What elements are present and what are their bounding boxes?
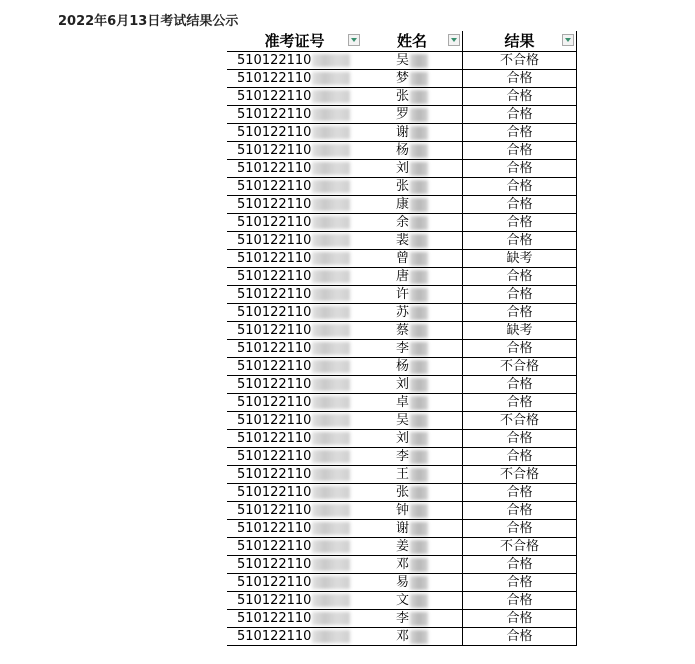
cell-result: 合格 [463,124,577,142]
redaction-blur [312,54,350,67]
table-body [227,52,577,646]
table-row [227,412,577,430]
redaction-blur [410,414,428,428]
header-name [362,31,463,52]
name-text: 吴 [395,413,409,428]
cell-result: 合格 [463,628,577,646]
id-text: 510122110 [237,107,312,122]
cell-id [227,502,362,520]
cell-name [362,232,463,250]
table-row [227,376,577,394]
cell-name [362,214,463,232]
cell-result: 缺考 [463,322,577,340]
redaction-blur [312,342,350,355]
table-row [227,160,577,178]
name-text: 邓 [395,629,409,644]
cell-result: 合格 [463,484,577,502]
redaction-blur [312,396,350,409]
redaction-blur [410,252,428,266]
id-text: 510122110 [237,161,312,176]
cell-name [362,286,463,304]
id-text: 510122110 [237,233,312,248]
id-text: 510122110 [237,179,312,194]
redaction-blur [312,270,350,283]
redaction-blur [312,432,350,445]
redaction-blur [410,162,428,176]
header-id [227,31,362,52]
name-text: 梦 [395,71,409,86]
name-text: 姜 [395,539,409,554]
redaction-blur [312,360,350,373]
cell-result: 不合格 [463,466,577,484]
table-row [227,196,577,214]
cell-id [227,358,362,376]
name-text: 吴 [395,53,409,68]
table-row [227,178,577,196]
name-text: 钟 [395,503,409,518]
redaction-blur [312,180,350,193]
cell-name [362,502,463,520]
cell-result: 合格 [463,340,577,358]
redaction-blur [410,180,428,194]
name-text: 李 [395,341,409,356]
id-text: 510122110 [237,269,312,284]
redaction-blur [410,342,428,356]
cell-id [227,124,362,142]
cell-id [227,340,362,358]
table-row [227,214,577,232]
cell-id [227,232,362,250]
cell-result: 合格 [463,268,577,286]
id-text: 510122110 [237,143,312,158]
name-text: 张 [395,485,409,500]
table-row [227,592,577,610]
cell-id [227,412,362,430]
redaction-blur [410,288,428,302]
table-row [227,358,577,376]
id-text: 510122110 [237,467,312,482]
redaction-blur [410,540,428,554]
cell-result: 不合格 [463,358,577,376]
id-text: 510122110 [237,251,312,266]
id-text: 510122110 [237,125,312,140]
redaction-blur [410,234,428,248]
id-text: 510122110 [237,557,312,572]
id-text: 510122110 [237,539,312,554]
cell-name [362,628,463,646]
redaction-blur [410,126,428,140]
cell-id [227,484,362,502]
header-name-label: 姓名 [396,32,427,50]
table-row [227,610,577,628]
name-text: 王 [395,467,409,482]
table-row [227,466,577,484]
redaction-blur [410,90,428,104]
cell-name [362,466,463,484]
header-result-label: 结果 [504,32,535,50]
id-text: 510122110 [237,71,312,86]
cell-name [362,412,463,430]
cell-name [362,160,463,178]
table-row [227,268,577,286]
redaction-blur [410,324,428,338]
cell-name [362,196,463,214]
table-row [227,340,577,358]
table-row [227,574,577,592]
cell-name [362,124,463,142]
id-text: 510122110 [237,413,312,428]
table-row [227,628,577,646]
cell-result: 不合格 [463,538,577,556]
cell-id [227,628,362,646]
name-text: 曾 [395,251,409,266]
cell-result: 合格 [463,376,577,394]
cell-name [362,340,463,358]
cell-name [362,358,463,376]
id-text: 510122110 [237,359,312,374]
cell-name [362,484,463,502]
cell-name [362,304,463,322]
name-text: 刘 [395,377,409,392]
cell-name [362,394,463,412]
cell-result: 合格 [463,196,577,214]
redaction-blur [410,306,428,320]
cell-id [227,196,362,214]
redaction-blur [312,468,350,481]
redaction-blur [410,270,428,284]
id-text: 510122110 [237,197,312,212]
cell-id [227,466,362,484]
redaction-blur [312,486,350,499]
cell-name [362,556,463,574]
name-text: 张 [395,89,409,104]
name-text: 张 [395,179,409,194]
table-row [227,520,577,538]
id-text: 510122110 [237,323,312,338]
cell-id [227,520,362,538]
redaction-blur [410,216,428,230]
id-text: 510122110 [237,629,312,644]
table-row [227,250,577,268]
redaction-blur [312,126,350,139]
cell-result: 合格 [463,394,577,412]
id-text: 510122110 [237,593,312,608]
cell-result: 合格 [463,556,577,574]
filter-dropdown-icon[interactable] [348,34,360,46]
id-text: 510122110 [237,485,312,500]
header-id-label: 准考证号 [264,32,325,50]
redaction-blur [410,594,428,608]
cell-id [227,322,362,340]
name-text: 刘 [395,431,409,446]
name-text: 蔡 [395,323,409,338]
filter-dropdown-icon[interactable] [448,34,460,46]
table-row [227,484,577,502]
cell-result: 合格 [463,160,577,178]
cell-name [362,448,463,466]
cell-id [227,574,362,592]
cell-name [362,520,463,538]
cell-name [362,178,463,196]
table-row [227,430,577,448]
cell-name [362,142,463,160]
cell-name [362,52,463,70]
cell-result: 合格 [463,214,577,232]
redaction-blur [410,612,428,626]
id-text: 510122110 [237,521,312,536]
name-text: 谢 [395,125,409,140]
name-text: 许 [395,287,409,302]
redaction-blur [312,252,350,265]
cell-result: 合格 [463,592,577,610]
id-text: 510122110 [237,287,312,302]
redaction-blur [410,198,428,212]
redaction-blur [410,108,428,122]
cell-id [227,592,362,610]
table-row [227,394,577,412]
cell-name [362,610,463,628]
id-text: 510122110 [237,395,312,410]
table-row [227,70,577,88]
cell-result: 合格 [463,286,577,304]
id-text: 510122110 [237,377,312,392]
name-text: 邓 [395,557,409,572]
name-text: 唐 [395,269,409,284]
redaction-blur [312,198,350,211]
redaction-blur [312,504,350,517]
id-text: 510122110 [237,575,312,590]
cell-result: 合格 [463,178,577,196]
id-text: 510122110 [237,89,312,104]
cell-id [227,214,362,232]
table-row [227,232,577,250]
cell-id [227,538,362,556]
id-text: 510122110 [237,503,312,518]
redaction-blur [410,522,428,536]
redaction-blur [410,558,428,572]
cell-name [362,376,463,394]
table-row [227,106,577,124]
cell-result: 合格 [463,520,577,538]
name-text: 苏 [395,305,409,320]
cell-result: 合格 [463,304,577,322]
redaction-blur [312,288,350,301]
table-row [227,556,577,574]
redaction-blur [410,360,428,374]
cell-name [362,88,463,106]
cell-name [362,70,463,88]
cell-name [362,592,463,610]
table-row [227,304,577,322]
cell-id [227,178,362,196]
cell-id [227,88,362,106]
name-text: 李 [395,449,409,464]
cell-result: 缺考 [463,250,577,268]
table-row [227,52,577,70]
redaction-blur [410,144,428,158]
redaction-blur [312,90,350,103]
name-text: 文 [395,593,409,608]
redaction-blur [312,594,350,607]
cell-result: 不合格 [463,412,577,430]
redaction-blur [410,468,428,482]
redaction-blur [312,450,350,463]
redaction-blur [312,414,350,427]
id-text: 510122110 [237,305,312,320]
cell-name [362,574,463,592]
cell-result: 合格 [463,610,577,628]
redaction-blur [312,324,350,337]
table-row [227,538,577,556]
cell-id [227,268,362,286]
cell-name [362,538,463,556]
cell-id [227,376,362,394]
redaction-blur [312,558,350,571]
name-text: 刘 [395,161,409,176]
page-title: 2022年6月13日考试结果公示 [58,14,239,29]
results-table [227,31,577,646]
cell-id [227,430,362,448]
filter-dropdown-icon[interactable] [562,34,574,46]
cell-result: 合格 [463,142,577,160]
redaction-blur [312,144,350,157]
table-row [227,502,577,520]
redaction-blur [410,378,428,392]
table-row [227,322,577,340]
name-text: 卓 [395,395,409,410]
redaction-blur [312,576,350,589]
id-text: 510122110 [237,611,312,626]
table-row [227,286,577,304]
table-row [227,142,577,160]
redaction-blur [410,396,428,410]
redaction-blur [312,306,350,319]
redaction-blur [410,630,428,644]
redaction-blur [312,522,350,535]
cell-name [362,268,463,286]
table-row [227,88,577,106]
cell-id [227,160,362,178]
cell-id [227,70,362,88]
cell-result: 合格 [463,88,577,106]
table-row [227,448,577,466]
id-text: 510122110 [237,341,312,356]
redaction-blur [312,630,350,643]
cell-name [362,430,463,448]
cell-result: 合格 [463,232,577,250]
name-text: 罗 [395,107,409,122]
redaction-blur [410,432,428,446]
cell-result: 合格 [463,574,577,592]
cell-id [227,142,362,160]
cell-id [227,610,362,628]
cell-name [362,106,463,124]
redaction-blur [410,450,428,464]
cell-result: 合格 [463,106,577,124]
redaction-blur [312,612,350,625]
redaction-blur [312,540,350,553]
redaction-blur [410,576,428,590]
id-text: 510122110 [237,53,312,68]
header-row [227,31,577,52]
redaction-blur [312,72,350,85]
name-text: 康 [395,197,409,212]
redaction-blur [410,486,428,500]
redaction-blur [410,504,428,518]
cell-id [227,448,362,466]
cell-id [227,394,362,412]
cell-id [227,250,362,268]
id-text: 510122110 [237,449,312,464]
name-text: 杨 [395,359,409,374]
cell-id [227,556,362,574]
redaction-blur [312,216,350,229]
cell-name [362,322,463,340]
redaction-blur [312,378,350,391]
id-text: 510122110 [237,431,312,446]
name-text: 余 [395,215,409,230]
name-text: 李 [395,611,409,626]
redaction-blur [312,162,350,175]
redaction-blur [312,108,350,121]
name-text: 裴 [395,233,409,248]
cell-result: 不合格 [463,52,577,70]
cell-result: 合格 [463,448,577,466]
redaction-blur [410,72,428,86]
cell-result: 合格 [463,502,577,520]
name-text: 谢 [395,521,409,536]
redaction-blur [410,54,428,68]
cell-result: 合格 [463,70,577,88]
cell-id [227,52,362,70]
header-result [463,31,577,52]
cell-name [362,250,463,268]
name-text: 易 [395,575,409,590]
table-row [227,124,577,142]
redaction-blur [312,234,350,247]
name-text: 杨 [395,143,409,158]
cell-id [227,106,362,124]
cell-id [227,304,362,322]
id-text: 510122110 [237,215,312,230]
cell-id [227,286,362,304]
cell-result: 合格 [463,430,577,448]
